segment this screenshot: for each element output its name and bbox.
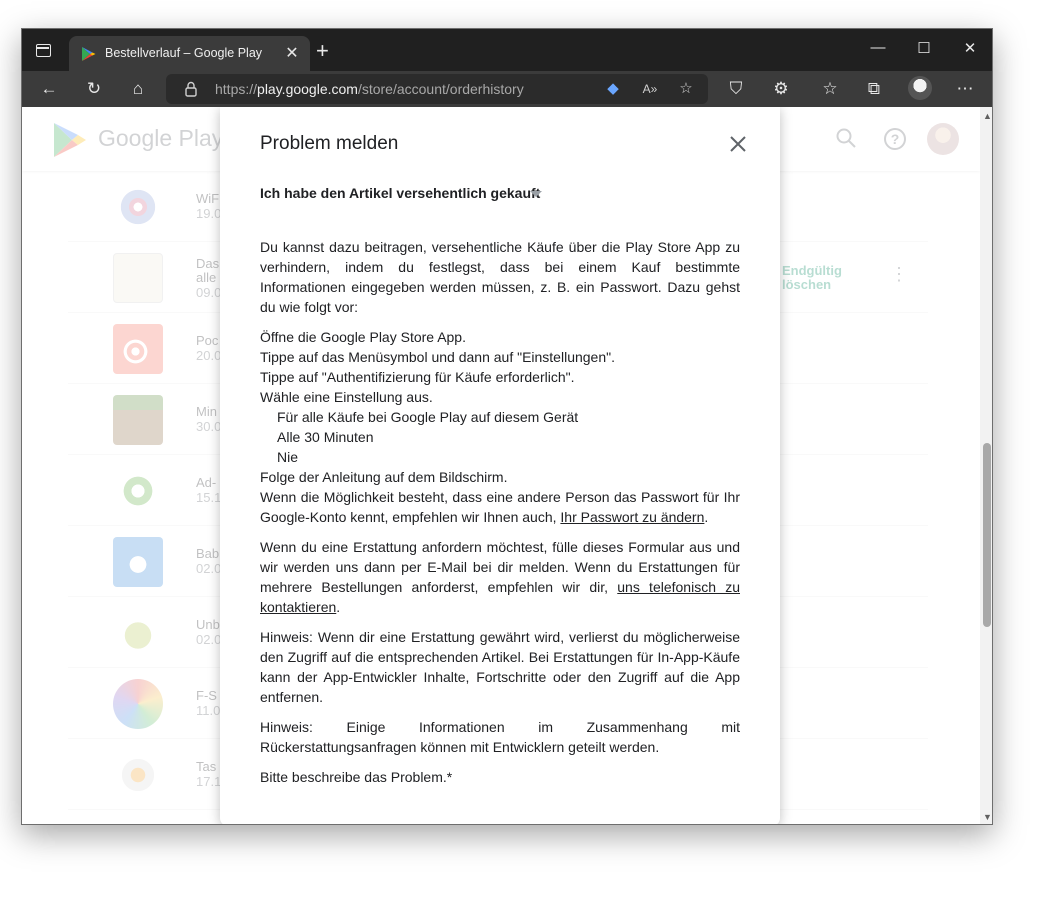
- scroll-down-icon[interactable]: ▼: [983, 812, 992, 822]
- refund-text: Wenn du eine Erstattung anfordern möchtest, fülle dieses Formular aus und wir werden uns dann per E-Mail bei dir melden. Wenn du Erstattungen für mehrere Bestellungen anforderst, empfehlen wir dir, uns telefonisch zu kontaktieren.: [260, 539, 740, 615]
- instruction-steps: [260, 327, 740, 527]
- option-text: Alle 30 Minuten: [277, 429, 374, 445]
- url-text: https://play.google.com/store/account/orderhistory: [215, 81, 524, 97]
- change-password-link[interactable]: Ihr Passwort zu ändern: [560, 509, 705, 525]
- minimize-icon[interactable]: —: [870, 39, 886, 56]
- contact-phone-link[interactable]: uns telefonisch zu kontaktieren: [260, 579, 740, 615]
- home-icon[interactable]: ⌂: [132, 79, 144, 98]
- browser-window: [21, 28, 993, 825]
- tab-title: Bestellverlauf – Google Play: [105, 46, 263, 60]
- lock-icon[interactable]: [182, 80, 200, 98]
- profile-avatar[interactable]: [908, 76, 932, 100]
- tab-bar: [22, 29, 992, 71]
- describe-label: Bitte beschreibe das Problem.*: [260, 769, 453, 785]
- close-icon[interactable]: [727, 133, 749, 155]
- new-tab-icon[interactable]: +: [316, 38, 329, 63]
- bitwarden-extension-icon[interactable]: ⛉: [729, 79, 743, 98]
- scroll-thumb[interactable]: [983, 443, 991, 627]
- chevron-down-icon[interactable]: [530, 191, 542, 197]
- close-window-icon[interactable]: ✕: [963, 40, 977, 57]
- maximize-icon[interactable]: ☐: [917, 40, 931, 57]
- page-content: [22, 107, 992, 825]
- option-text: Nie: [277, 449, 299, 465]
- step-text: Folge der Anleitung auf dem Bildschirm.: [260, 469, 508, 485]
- report-problem-dialog: [220, 107, 780, 825]
- hint-text: Hinweis: Wenn dir eine Erstattung gewährt wird, verlierst du möglicherweise den Zugriff auf die entsprechenden Artikel. Bei Erstattungen für In-App-Käufe kann der App-Entwickler Inhalte, Fortschritte oder den Zugriff auf die App entfernen.: [260, 629, 740, 705]
- collections-icon[interactable]: ⧉: [867, 79, 881, 98]
- google-play-favicon-icon: [81, 46, 96, 62]
- coupon-tag-icon[interactable]: ◆: [607, 80, 619, 97]
- dialog-title: Problem melden: [260, 133, 399, 154]
- active-tab[interactable]: [69, 36, 310, 71]
- password-advice: Wenn die Möglichkeit besteht, dass eine andere Person das Passwort für Ihr Google-Konto kennt, empfehlen wir Ihnen auch, Ihr Passwort zu ändern.: [260, 489, 740, 525]
- step-text: Tippe auf das Menüsymbol und dann auf "Einstellungen".: [260, 349, 615, 365]
- hint-text: Hinweis: Einige Informationen im Zusammenhang mit Rückerstattungsanfragen können mit Entwicklern geteilt werden.: [260, 719, 740, 755]
- intro-text: Du kannst dazu beitragen, versehentliche Käufe über die Play Store App zu verhindern, indem du festlegst, dass bei einem Kauf bestimmte Informationen eingegeben werden müssen, z. B. ein Passwort. Dazu gehst du wie folgt vor:: [260, 239, 740, 315]
- option-text: Für alle Käufe bei Google Play auf diesem Gerät: [277, 409, 579, 425]
- add-favorite-icon[interactable]: ☆: [679, 80, 693, 97]
- favorites-icon[interactable]: ☆: [822, 79, 838, 98]
- address-bar[interactable]: [166, 74, 708, 104]
- tab-actions-icon[interactable]: [36, 44, 51, 57]
- page-scrollbar[interactable]: [980, 107, 992, 825]
- reason-dropdown[interactable]: Ich habe den Artikel versehentlich gekauft: [260, 185, 541, 201]
- scroll-up-icon[interactable]: ▲: [983, 111, 992, 121]
- step-text: Wähle eine Einstellung aus.: [260, 389, 433, 405]
- tab-close-icon[interactable]: ✕: [285, 45, 299, 62]
- step-text: Tippe auf "Authentifizierung für Käufe erforderlich".: [260, 369, 575, 385]
- read-aloud-icon[interactable]: A»: [642, 82, 658, 96]
- step-text: Öffne die Google Play Store App.: [260, 329, 466, 345]
- refresh-icon[interactable]: ↻: [86, 79, 102, 98]
- browser-toolbar: [22, 71, 992, 107]
- more-menu-icon[interactable]: ⋯: [956, 79, 974, 98]
- extensions-icon[interactable]: ⚙: [773, 79, 789, 98]
- back-icon[interactable]: ←: [40, 79, 58, 98]
- dialog-body: [260, 237, 740, 797]
